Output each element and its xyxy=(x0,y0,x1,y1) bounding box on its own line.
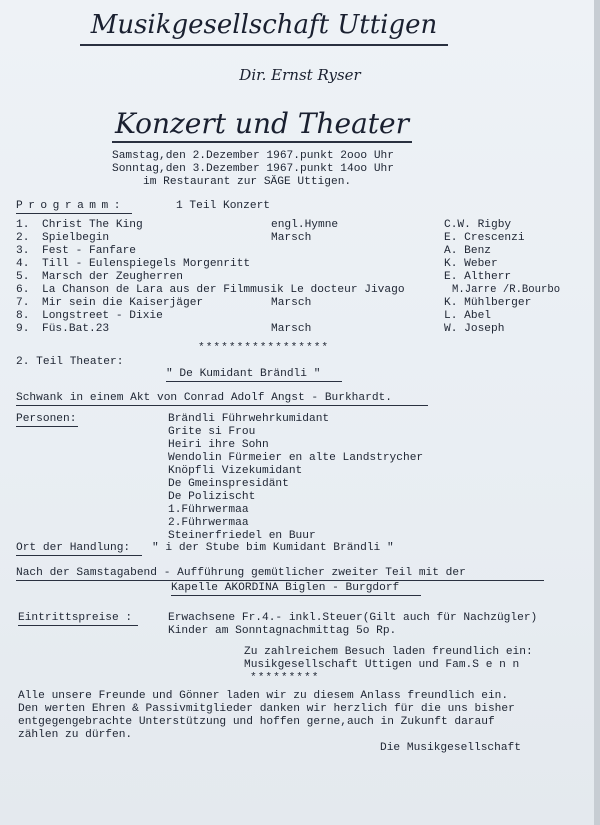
item-composer: K. Weber xyxy=(444,258,498,270)
item-composer: A. Benz xyxy=(444,245,491,257)
item-title: Christ The King xyxy=(42,219,143,231)
item-composer: K. Mühlberger xyxy=(444,297,532,309)
closing-line: zählen zu dürfen. xyxy=(18,729,133,741)
item-title: Füs.Bat.23 xyxy=(42,323,110,335)
invitation-stars: ********* xyxy=(250,672,320,684)
cast-member: Knöpfli Vizekumidant xyxy=(168,465,303,477)
invitation-line-2: Musikgesellschaft Uttigen und Fam.S e n n xyxy=(244,659,520,671)
cast-member: Wendolin Fürmeier en alte Landstrycher xyxy=(168,452,424,464)
item-number: 6. xyxy=(16,284,30,296)
price-children: Kinder am Sonntagnachmittag 5o Rp. xyxy=(168,625,397,637)
item-number: 2. xyxy=(16,232,30,244)
cast-member: Steinerfriedel en Buur xyxy=(168,530,316,542)
item-title: Marsch der Zeugherren xyxy=(42,271,183,283)
item-title: Mir sein die Kaiserjäger xyxy=(42,297,204,309)
play-description: Schwank in einem Akt von Conrad Adolf Angst - Burkhardt. xyxy=(16,392,392,404)
item-composer: L. Abel xyxy=(444,310,491,322)
invitation-line-1: Zu zahlreichem Besuch laden freundlich ein: xyxy=(244,646,533,658)
programm-label-underline xyxy=(16,213,132,214)
section-1-label: 1 Teil Konzert xyxy=(176,200,270,212)
after-show-line-1: Nach der Samstagabend - Aufführung gemütlicher zweiter Teil mit der xyxy=(16,567,466,579)
price-adults: Erwachsene Fr.4.- inkl.Steuer(Gilt auch für Nachzügler) xyxy=(168,612,538,624)
item-type: Marsch xyxy=(271,297,312,309)
cast-member: 2.Führwermaa xyxy=(168,517,249,529)
personen-label: Personen: xyxy=(16,413,77,425)
cast-member: 1.Führwermaa xyxy=(168,504,249,516)
item-number: 5. xyxy=(16,271,30,283)
director-name: Dir. Ernst Ryser xyxy=(239,66,361,84)
prices-label-underline xyxy=(18,625,138,626)
item-composer: M.Jarre /R.Bourbo xyxy=(452,284,561,296)
event-title-underline xyxy=(112,141,412,143)
section-2-label: 2. Teil Theater: xyxy=(16,356,124,368)
item-type: engl.Hymne xyxy=(271,219,339,231)
programm-label: Programm: xyxy=(16,200,126,212)
item-title: La Chanson de Lara aus der Filmmusik Le docteur Jivago xyxy=(42,284,405,296)
org-name-underline xyxy=(80,44,448,46)
personen-label-underline xyxy=(16,426,78,427)
item-title: Spielbegin xyxy=(42,232,110,244)
play-description-underline xyxy=(16,405,428,406)
signature: Die Musikgesellschaft xyxy=(380,742,521,754)
venue-line: im Restaurant zur SÄGE Uttigen. xyxy=(143,176,352,188)
date-line-1: Samstag,den 2.Dezember 1967.punkt 2ooo Uhr xyxy=(112,150,394,162)
item-title: Fest - Fanfare xyxy=(42,245,136,257)
item-title: Longstreet - Dixie xyxy=(42,310,163,322)
cast-member: Heiri ihre Sohn xyxy=(168,439,269,451)
after-show-line-2-underline xyxy=(171,595,421,596)
separator-stars: ***************** xyxy=(198,342,330,354)
cast-member: Grite si Frou xyxy=(168,426,256,438)
cast-member: De Gmeinspresidänt xyxy=(168,478,289,490)
prices-label: Eintrittspreise : xyxy=(18,612,133,624)
org-name: Musikgesellschaft Uttigen xyxy=(90,10,438,40)
closing-line: entgegengebrachte Unterstützung und hoffen gerne,auch in Zukunft darauf xyxy=(18,716,495,728)
closing-line: Den werten Ehren & Passivmitglieder danken wir herzlich für die uns bisher xyxy=(18,703,515,715)
ort-value: " i der Stube bim Kumidant Brändli " xyxy=(152,542,394,554)
item-composer: E. Altherr xyxy=(444,271,512,283)
item-number: 1. xyxy=(16,219,30,231)
closing-line: Alle unsere Freunde und Gönner laden wir zu diesem Anlass freundlich ein. xyxy=(18,690,509,702)
item-type: Marsch xyxy=(271,323,312,335)
item-title: Till - Eulenspiegels Morgenritt xyxy=(42,258,251,270)
ort-label: Ort der Handlung: xyxy=(16,542,131,554)
event-title: Konzert und Theater xyxy=(115,107,409,140)
after-show-line-1-underline xyxy=(16,580,544,581)
item-number: 9. xyxy=(16,323,30,335)
date-line-2: Sonntag,den 3.Dezember 1967.punkt 14oo Uhr xyxy=(112,163,394,175)
play-title-underline xyxy=(166,381,342,382)
page-edge xyxy=(594,0,600,825)
item-composer: C.W. Rigby xyxy=(444,219,512,231)
item-type: Marsch xyxy=(271,232,312,244)
item-number: 7. xyxy=(16,297,30,309)
item-composer: E. Crescenzi xyxy=(444,232,525,244)
ort-label-underline xyxy=(16,555,142,556)
after-show-line-2: Kapelle AKORDINA Biglen - Burgdorf xyxy=(171,582,400,594)
item-number: 4. xyxy=(16,258,30,270)
item-number: 8. xyxy=(16,310,30,322)
item-composer: W. Joseph xyxy=(444,323,505,335)
item-number: 3. xyxy=(16,245,30,257)
cast-member: Brändli Führwehrkumidant xyxy=(168,413,330,425)
cast-member: De Polizischt xyxy=(168,491,256,503)
play-title: " De Kumidant Brändli " xyxy=(166,368,321,380)
